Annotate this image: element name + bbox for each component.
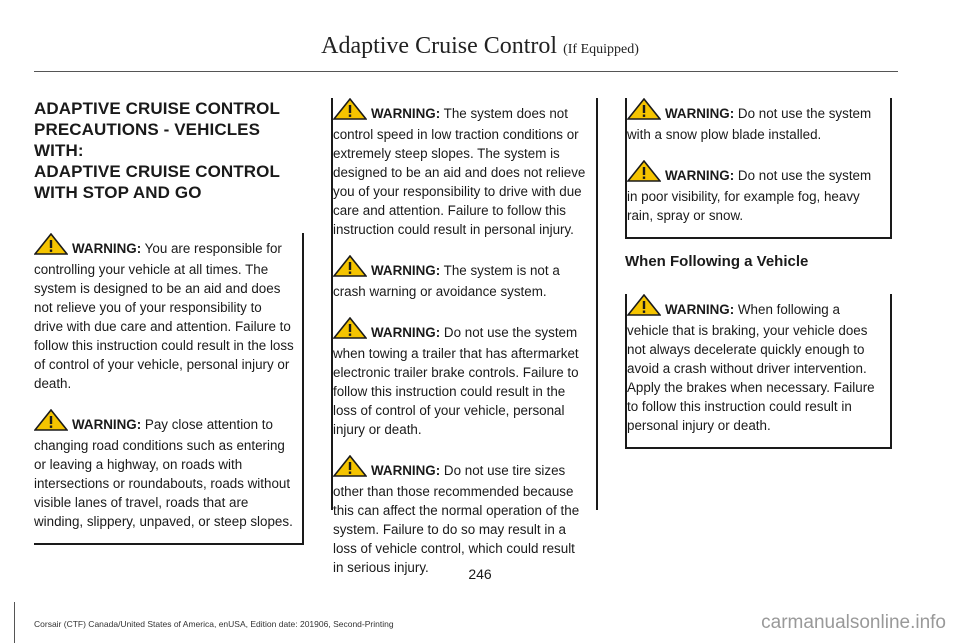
page-number: 246	[468, 566, 492, 582]
warning-text: Do not use the system when towing a trailer that has aftermarket electronic trailer brake controls. Failure to follow this instruction could result in the loss of control of your vehicle, personal injury or death.	[333, 325, 579, 437]
warning-text: The system is not a crash warning or avoidance system.	[333, 263, 560, 299]
warning-triangle-icon	[333, 317, 367, 344]
warning-label: WARNING:	[371, 325, 441, 340]
warning-label: WARNING:	[371, 263, 441, 278]
warning-box	[625, 294, 892, 449]
warning-paragraph	[333, 455, 588, 577]
warning-label: WARNING:	[72, 241, 142, 256]
column-1	[34, 98, 304, 545]
warning-label: WARNING:	[371, 463, 441, 478]
section-heading	[34, 98, 304, 203]
warning-label: WARNING:	[371, 106, 441, 121]
warning-text: Pay close attention to changing road conditions such as entering or leaving a highway, on roads with intersections or roundabouts, roads without visible lanes of travel, roads that are winding, slippery, unpaved, or steep slopes.	[34, 417, 293, 529]
warning-triangle-icon	[333, 98, 367, 125]
header-title: Adaptive Cruise Control	[321, 33, 558, 59]
following-heading: When Following a Vehicle	[625, 253, 809, 270]
footer-text: Corsair (CTF) Canada/United States of America, enUSA, Edition date: 201906, Second-Printing	[34, 619, 394, 629]
header-subtitle: (If Equipped)	[563, 42, 639, 57]
corner-mark	[14, 602, 15, 643]
warning-paragraph	[333, 255, 588, 301]
warning-paragraph	[333, 98, 588, 239]
warning-paragraph	[34, 409, 294, 531]
warning-paragraph	[627, 160, 882, 225]
warning-triangle-icon	[333, 255, 367, 282]
warning-text: Do not use tire sizes other than those recommended because this can affect the normal operation of the system. Failure to do so may result in a loss of vehicle control, which could result in serious injury.	[333, 463, 580, 575]
section-heading-line: ADAPTIVE CRUISE CONTROL	[34, 162, 280, 181]
warning-text: You are responsible for controlling your vehicle at all times. The system is designed to be an aid and does not relieve you of your responsibility to drive with due care and attention. Failure to follow this instruction could result in the loss of control of your vehicle, personal injury or death.	[34, 241, 294, 391]
warning-text: Do not use the system with a snow plow blade installed.	[627, 106, 872, 142]
watermark-text: carmanualsonline.info	[761, 612, 946, 633]
page-header	[0, 33, 960, 60]
warning-triangle-icon	[333, 455, 367, 482]
warning-paragraph	[627, 294, 882, 435]
warning-paragraph	[627, 98, 882, 144]
warning-paragraph	[333, 317, 588, 439]
warning-label: WARNING:	[665, 106, 735, 121]
section-heading-line: ADAPTIVE CRUISE CONTROL	[34, 99, 280, 118]
warning-label: WARNING:	[72, 417, 142, 432]
warning-text: When following a vehicle that is braking, your vehicle does not always decelerate quickly enough to avoid a crash without driver intervention. Apply the brakes when necessary. Failure to follow this instruction could result in personal injury or death.	[627, 302, 875, 433]
warning-triangle-icon	[627, 294, 661, 321]
warning-paragraph	[34, 233, 294, 393]
warning-triangle-icon	[627, 160, 661, 187]
warning-triangle-icon	[34, 409, 68, 436]
header-divider	[34, 71, 898, 72]
warning-triangle-icon	[34, 233, 68, 260]
warning-text: The system does not control speed in low traction conditions or extremely steep slopes. The system is designed to be an aid and does not relieve you of your responsibility to drive with due care and attention. Failure to follow this instruction could result in personal injury.	[333, 106, 586, 237]
warning-box	[34, 233, 304, 545]
section-heading-line: PRECAUTIONS - VEHICLES WITH:	[34, 120, 261, 160]
warning-text: Do not use the system in poor visibility, for example fog, heavy rain, spray or snow.	[627, 168, 872, 223]
column-3	[625, 98, 892, 449]
section-heading-line: WITH STOP AND GO	[34, 183, 202, 202]
warning-label: WARNING:	[665, 168, 735, 183]
warning-triangle-icon	[627, 98, 661, 125]
warning-label: WARNING:	[665, 302, 735, 317]
warning-box	[625, 98, 892, 239]
